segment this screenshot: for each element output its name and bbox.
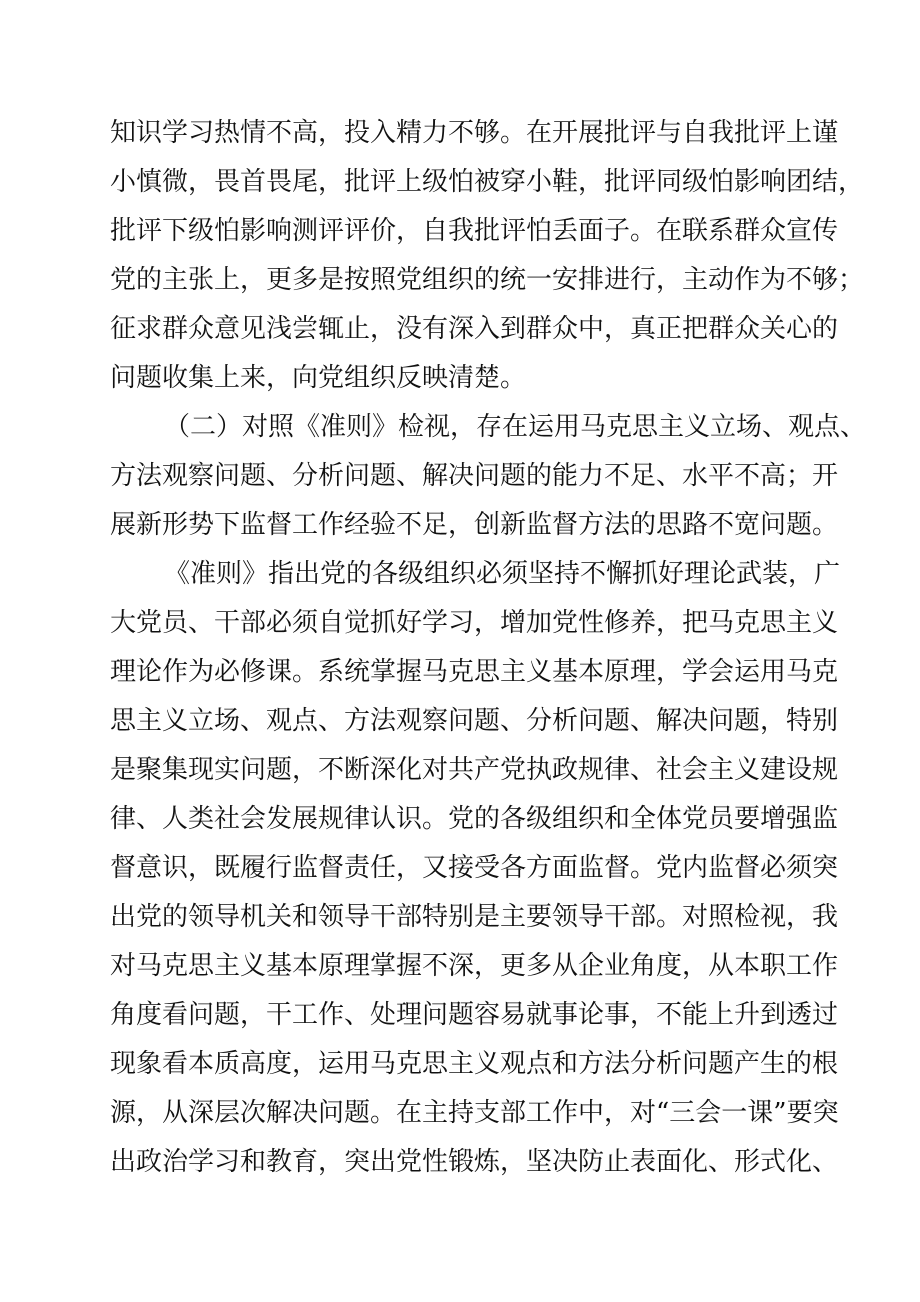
text-line: 是聚集现实问题，不断深化对共产党执政规律、社会主义建设规 [110, 755, 839, 785]
section-heading-line: （二）对照《准则》检视，存在运用马克思主义立场、观点、 [164, 412, 867, 442]
text-line: 大党员、干部必须自觉抓好学习，增加党性修养，把马克思主义 [110, 608, 839, 638]
text-line: 知识学习热情不高，投入精力不够。在开展批评与自我批评上谨 [110, 118, 839, 148]
text-line: 督意识，既履行监督责任，又接受各方面监督。党内监督必须突 [110, 853, 839, 883]
text-line: 源，从深层次解决问题。在主持支部工作中，对“三会一课”要突 [110, 1098, 839, 1128]
text-line: 现象看本质高度，运用马克思主义观点和方法分析问题产生的根 [110, 1049, 839, 1079]
text-line: 角度看问题，干工作、处理问题容易就事论事，不能上升到透过 [110, 1000, 839, 1030]
text-line: 党的主张上，更多是按照党组织的统一安排进行，主动作为不够； [110, 265, 865, 295]
text-line: 问题收集上来，向党组织反映清楚。 [110, 363, 527, 393]
text-line: 理论作为必修课。系统掌握马克思主义基本原理，学会运用马克 [110, 657, 839, 687]
text-line: 征求群众意见浅尝辄止，没有深入到群众中，真正把群众关心的 [110, 314, 839, 344]
text-line: 出党的领导机关和领导干部特别是主要领导干部。对照检视，我 [110, 902, 839, 932]
text-line: 思主义立场、观点、方法观察问题、分析问题、解决问题，特别 [110, 706, 839, 736]
text-line: 出政治学习和教育，突出党性锻炼，坚决防止表面化、形式化、 [110, 1147, 839, 1177]
text-line: 批评下级怕影响测评评价，自我批评怕丢面子。在联系群众宣传 [110, 216, 839, 246]
text-line: 小慎微，畏首畏尾，批评上级怕被穿小鞋，批评同级怕影响团结， [110, 167, 865, 197]
text-line: 《准则》指出党的各级组织必须坚持不懈抓好理论武装，广 [164, 559, 841, 589]
text-line: 律、人类社会发展规律认识。党的各级组织和全体党员要增强监 [110, 804, 839, 834]
text-line: 对马克思主义基本原理掌握不深，更多从企业角度，从本职工作 [110, 951, 839, 981]
section-heading-line: 方法观察问题、分析问题、解决问题的能力不足、水平不高；开 [110, 461, 839, 491]
section-heading-line: 展新形势下监督工作经验不足，创新监督方法的思路不宽问题。 [110, 510, 839, 540]
